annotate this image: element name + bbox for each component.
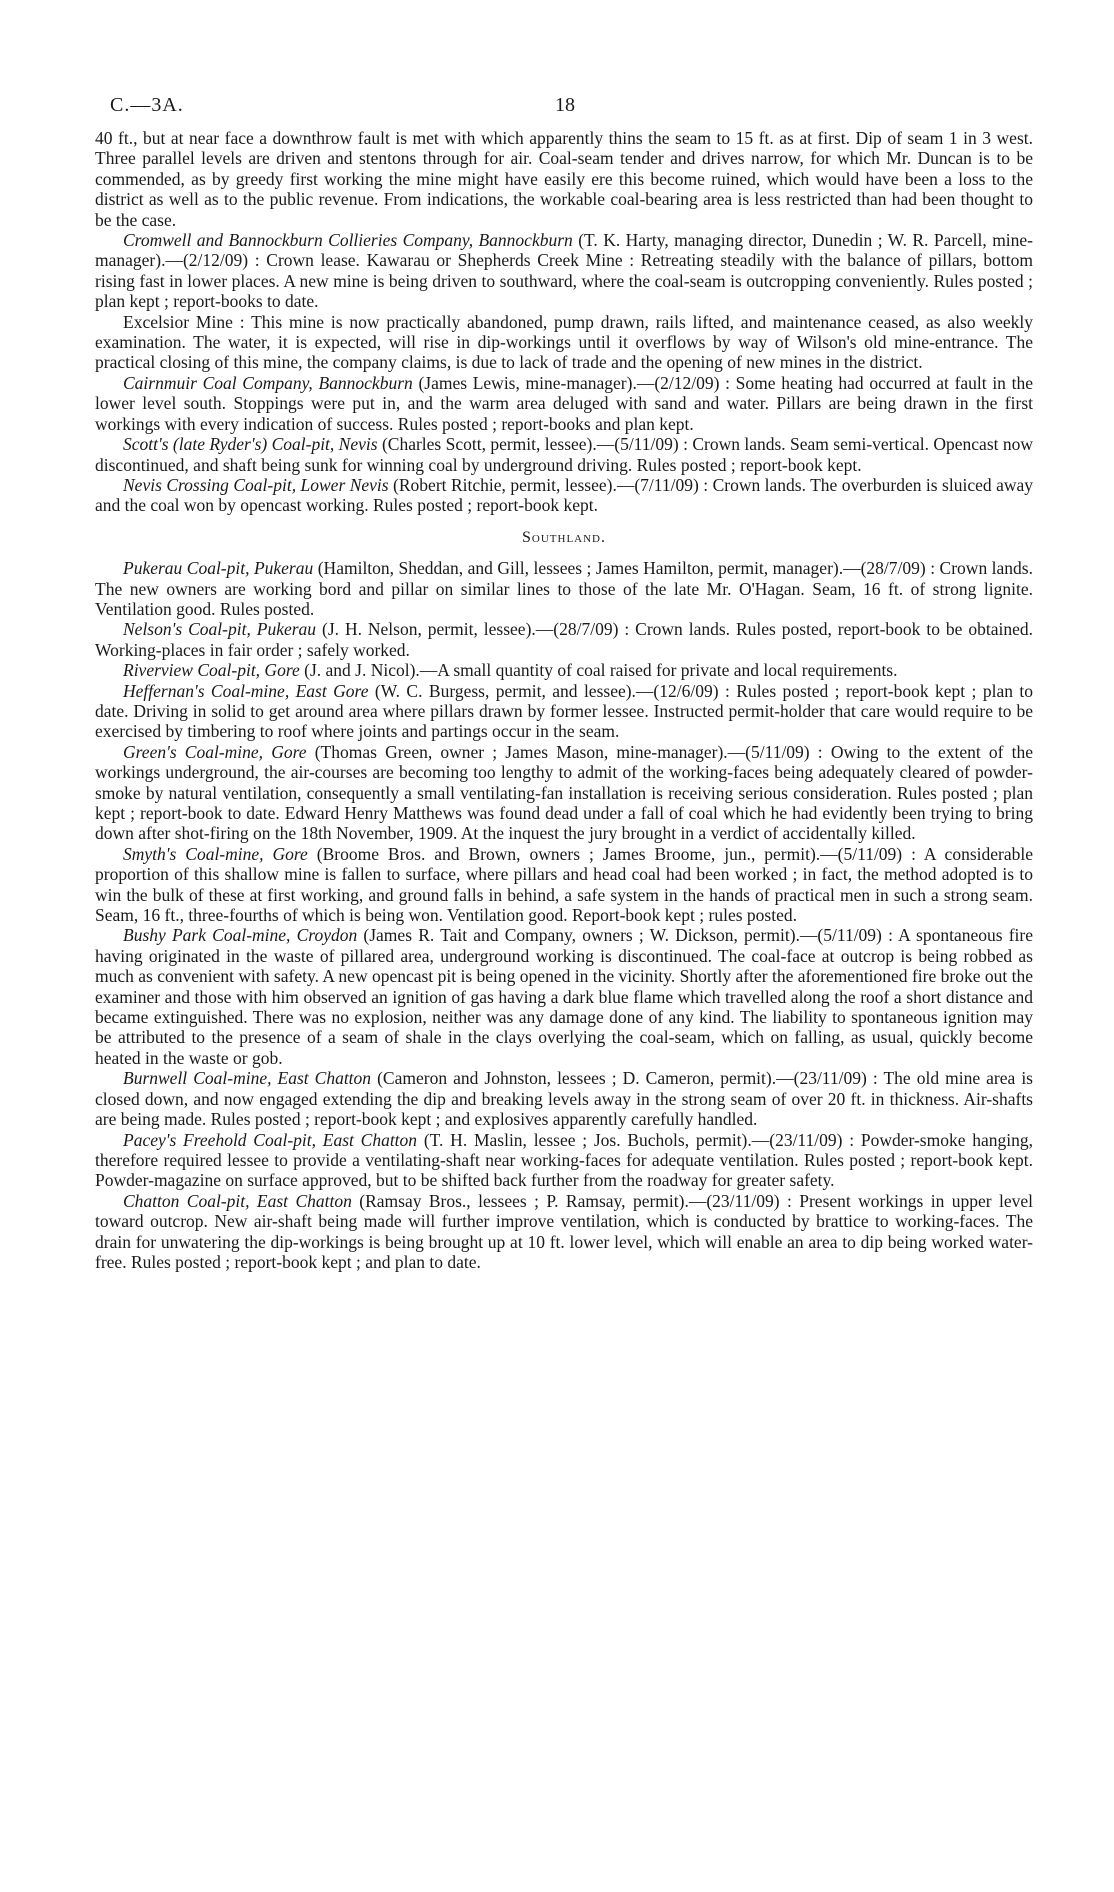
paragraph-cairnmuir: Cairnmuir Coal Company, Bannockburn (James Lewis, mine-manager).—(2/12/09) : Some heating had occurred at fault in the lower level south. Stoppings were put in, and the warm area deluged with sand and water. Pillars are being drawn in the first workings with every indication of success. Rules posted ; report-books and plan kept. [95, 372, 1033, 434]
page-number: 18 [555, 94, 575, 116]
paragraph-nevis-crossing: Nevis Crossing Coal-pit, Lower Nevis (Robert Ritchie, permit, lessee).—(7/11/09) : Crown lands. The overburden is sluiced away and the coal won by opencast working. Rules posted ; report-book kept. [95, 474, 1033, 516]
paragraph-scotts-coal-pit: Scott's (late Ryder's) Coal-pit, Nevis (Charles Scott, permit, lessee).—(5/11/09) : Crown lands. Seam semi-vertical. Opencast now discontinued, and shaft being sunk for winning coal by underground driving. Rules posted ; report-book kept. [95, 434, 1034, 475]
paragraph-nelsons: Nelson's Coal-pit, Pukerau (J. H. Nelson, permit, lessee).—(28/7/09) : Crown lands. Rules posted, report-book to be obtained. Working-places in fair order ; safely worked. [95, 619, 1033, 660]
paragraph-excelsior-mine: Excelsior Mine : This mine is now practically abandoned, pump drawn, rails lifted, and maintenance ceased, as also weekly examination. The water, it is expected, will rise in dip-workings until it overflows by way of Wilson's old mine-entrance. The practical closing of this mine, the company claims, is due to lack of trade and the opening of new mines in the district. [95, 311, 1033, 373]
paragraph-bushy-park: Bushy Park Coal-mine, Croydon (James R. Tait and Company, owners ; W. Dickson, permit).—(5/11/09) : A spontaneous fire having originated in the waste of pillared area, underground working is discontinued. The coal-face at outcrop is being robbed as much as convenient with safety. A new opencast pit is being opened in the vicinity. Shortly after the aforementioned fire broke out the examiner and those with him observed an ignition of gas having a dark blue flame which travelled along the roof a short distance and became extinguished. There was no explosion, neither was any damage done of any kind. The liability to spontaneous ignition may be attributed to the presence of a seam of shale in the clays overlying the coal-seam, which on falling, as usual, quickly become heated in the waste or gob. [95, 925, 1034, 1068]
mine-title: Pacey's Freehold Coal-pit, East Chatton [123, 1129, 418, 1150]
report-reference: C.—3A. [110, 94, 184, 116]
paragraph-cromwell-bannockburn: Cromwell and Bannockburn Collieries Company, Bannockburn (T. K. Harty, managing director, Dunedin ; W. R. Parcell, mine-manager).—(2/12/09) : Crown lease. Kawarau or Shepherds Creek Mine : Retreating steadily with the balance of pillars, bottom rising fast in lower places. A new mine is being driven to southward, where the coal-seam is outcropping conveniently. Rules posted ; plan kept ; report-books to date. [95, 230, 1034, 312]
mine-title: Smyth's Coal-mine, Gore [123, 843, 308, 864]
section-heading-southland: Southland. [522, 528, 606, 546]
paragraph-paceys: Pacey's Freehold Coal-pit, East Chatton (T. H. Maslin, lessee ; Jos. Buchols, permit).—(23/11/09) : Powder-smoke hanging, therefore required lessee to provide a ventilating-shaft near working-faces for adequate ventilation. Rules posted ; report-book kept. Powder-magazine on surface approved, but to be shifted back further from the roadway for greater safety. [95, 1129, 1034, 1191]
paragraph-greens: Green's Coal-mine, Gore (Thomas Green, owner ; James Mason, mine-manager).—(5/11/09) : Owing to the extent of the workings underground, the air-courses are becoming too lengthy to admit of the working-faces being adequately cleared of powder-smoke by natural ventilation, consequently a small ventilating-fan installation is receiving serious consideration. Rules posted ; plan kept ; report-book to date. Edward Henry Matthews was found dead under a fall of coal which he had evidently been trying to bring down after shot-firing on the 18th November, 1909. At the inquest the jury brought in a verdict of accidentally killed. [95, 741, 1033, 844]
page-header [95, 94, 1033, 128]
paragraph-heffernans: Heffernan's Coal-mine, East Gore (W. C. Burgess, permit, and lessee).—(12/6/09) : Rules posted ; report-book kept ; plan to date. Driving in solid to get around area where pillars drawn by former lessee. Instructed permit-holder that care would require to be exercised by timbering to roof where joints and partings occur in the seam. [95, 680, 1033, 742]
paragraph-continuation: 40 ft., but at near face a downthrow fault is met with which apparently thins the seam to 15 ft. as at first. Dip of seam 1 in 3 west. Three parallel levels are driven and stentons through for air. Coal-seam tender and drives narrow, for which Mr. Duncan is to be commended, as by greedy first working the mine might have easily ere this become ruined, which would have been a loss to the district as well as to the public revenue. From indications, the workable coal-bearing area is less restricted than had been thought to be the case. [95, 128, 1033, 230]
mine-title: Nevis Crossing Coal-pit, Lower Nevis [123, 474, 389, 495]
mine-title: Pukerau Coal-pit, Pukerau [123, 558, 314, 579]
mine-title: Cromwell and Bannockburn Collieries Company, Bannockburn [123, 230, 573, 251]
paragraph-riverview: Riverview Coal-pit, Gore (J. and J. Nicol).—A small quantity of coal raised for private and local requirements. [123, 660, 898, 681]
body-text [95, 128, 1033, 1272]
mine-title: Scott's (late Ryder's) Coal-pit, Nevis [123, 434, 378, 455]
paragraph-burnwell: Burnwell Coal-mine, East Chatton (Cameron and Johnston, lessees ; D. Cameron, permit).—(23/11/09) : The old mine area is closed down, and now engaged extending the dip and breaking levels away in the strong seam of over 20 ft. in thickness. Air-shafts are being made. Rules posted ; report-book kept ; and explosives apparently carefully handled. [95, 1068, 1033, 1130]
mine-title: Riverview Coal-pit, Gore [123, 660, 300, 681]
mine-title: Burnwell Coal-mine, East Chatton [123, 1068, 372, 1089]
mine-title: Green's Coal-mine, Gore [123, 741, 307, 762]
paragraph-pukerau: Pukerau Coal-pit, Pukerau (Hamilton, Sheddan, and Gill, lessees ; James Hamilton, permit, manager).—(28/7/09) : Crown lands. The new owners are working bord and pillar on similar lines to those of the late Mr. O'Hagan. Seam, 16 ft. of strong lignite. Ventilation good. Rules posted. [95, 558, 1033, 619]
document-page [95, 94, 1033, 1272]
mine-title: Bushy Park Coal-mine, Croydon [123, 925, 358, 946]
paragraph-chatton: Chatton Coal-pit, East Chatton (Ramsay Bros., lessees ; P. Ramsay, permit).—(23/11/09) : Present workings in upper level toward outcrop. New air-shaft being made will further improve ventilation, which is conducted by brattice to working-faces. The drain for unwatering the dip-workings is being brought up at 10 ft. lower level, which will enable an area to dip being worked water-free. Rules posted ; report-book kept ; and plan to date. [95, 1190, 1033, 1272]
mine-title: Chatton Coal-pit, East Chatton [123, 1190, 352, 1211]
mine-title: Heffernan's Coal-mine, East Gore [123, 680, 369, 701]
mine-title: Nelson's Coal-pit, Pukerau [123, 619, 317, 640]
paragraph-smyths: Smyth's Coal-mine, Gore (Broome Bros. and Brown, owners ; James Broome, jun., permit).—(5/11/09) : A considerable proportion of this shallow mine is fallen to surface, where pillars and head coal had been worked ; in fact, the method adopted is to win the bulk of these at first working, and ground falls in behind, a safe system in the hands of practical men in such a strong seam. Seam, 16 ft., three-fourths of which is being won. Ventilation good. Report-book kept ; rules posted. [95, 843, 1033, 926]
mine-title: Cairnmuir Coal Company, Bannockburn [123, 372, 413, 393]
